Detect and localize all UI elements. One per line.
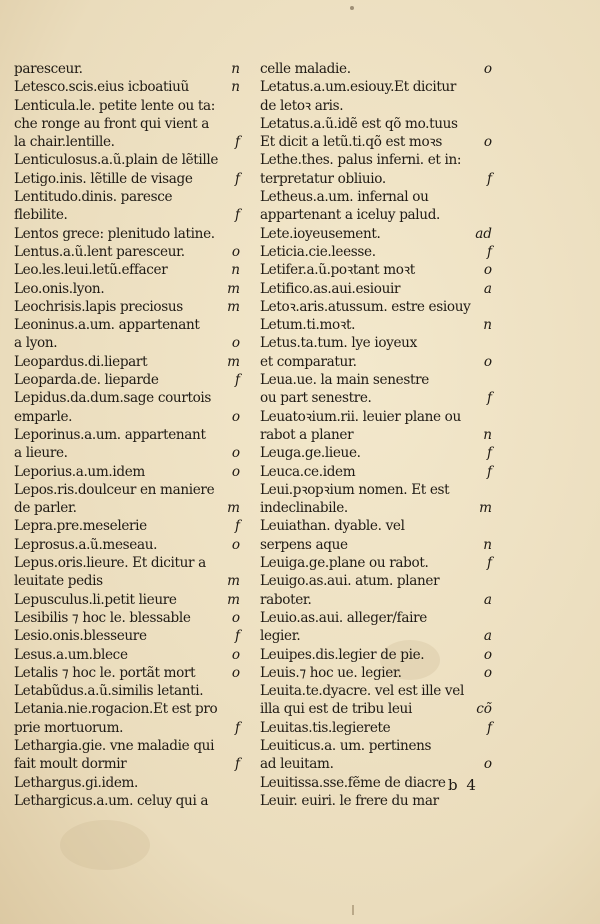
entry-text: Leopardus.di.liepart	[14, 353, 148, 370]
entry-mark: a	[483, 591, 492, 608]
entry-line	[260, 261, 492, 279]
entry-line	[14, 60, 240, 78]
entry-line	[14, 188, 240, 206]
entry-text: Leoninus.a.um. appartenant	[14, 317, 200, 334]
entry-mark: o	[483, 262, 492, 279]
entry-text: Letabũdus.a.ũ.similis letanti.	[14, 683, 204, 700]
entry-line	[14, 609, 240, 627]
entry-mark: f	[486, 390, 492, 407]
entry-mark: o	[231, 243, 240, 260]
entry-text: Leuatoꝛium.rii. leuier plane ou	[260, 408, 461, 425]
entry-mark: f	[234, 518, 240, 535]
entry-text: Lentus.a.ũ.lent paresceur.	[14, 243, 185, 260]
entry-text: terpretatur obliuio.	[260, 170, 386, 187]
entry-line	[260, 792, 492, 810]
entry-line	[14, 774, 240, 792]
entry-mark: f	[234, 372, 240, 389]
entry-text: Leuis.⁊ hoc ue. legier.	[260, 664, 402, 681]
entry-line	[260, 115, 492, 133]
entry-line	[14, 572, 240, 590]
entry-mark: o	[483, 664, 492, 681]
entry-mark: m	[227, 573, 240, 590]
entry-line	[260, 591, 492, 609]
entry-line	[14, 463, 240, 481]
entry-mark: cõ	[476, 701, 492, 718]
entry-line	[260, 481, 492, 499]
entry-text: illa qui est de tribu leui	[260, 701, 412, 718]
entry-mark: f	[486, 463, 492, 480]
entry-text: Leporinus.a.um. appartenant	[14, 426, 206, 443]
ink-dot	[350, 6, 354, 10]
entry-mark: o	[231, 664, 240, 681]
entry-line	[14, 389, 240, 407]
entry-mark: o	[231, 609, 240, 626]
signature-mark: b 4	[448, 776, 478, 794]
entry-line	[14, 334, 240, 352]
entry-text: Lepidus.da.dum.sage courtois	[14, 390, 212, 407]
entry-mark: n	[231, 79, 240, 96]
entry-text: Letalis ⁊ hoc le. portãt mort	[14, 664, 196, 681]
entry-mark: o	[483, 134, 492, 151]
entry-line	[260, 627, 492, 645]
entry-line	[14, 261, 240, 279]
entry-text: Letifico.as.aui.esiouir	[260, 280, 401, 297]
entry-line	[14, 700, 240, 718]
entry-mark: f	[486, 445, 492, 462]
entry-text: flebilite.	[14, 207, 68, 224]
entry-text: de letoꝛ aris.	[260, 97, 344, 114]
entry-text: Lepra.pre.meselerie	[14, 518, 147, 535]
entry-text: legier.	[260, 628, 301, 645]
entry-text: a lyon.	[14, 335, 58, 352]
entry-line	[260, 188, 492, 206]
entry-mark: n	[483, 536, 492, 553]
entry-line	[14, 591, 240, 609]
entry-line	[260, 334, 492, 352]
entry-text: Leo.les.leui.letũ.effacer	[14, 262, 168, 279]
entry-text: Leuitas.tis.legierete	[260, 719, 391, 736]
entry-text: Lesio.onis.blesseure	[14, 628, 147, 645]
entry-mark: n	[483, 426, 492, 443]
entry-text: Letus.ta.tum. lye ioyeux	[260, 335, 417, 352]
entry-line	[260, 60, 492, 78]
entry-line	[14, 78, 240, 96]
entry-line	[14, 206, 240, 224]
entry-text: fait moult dormir	[14, 756, 127, 773]
entry-mark: o	[231, 646, 240, 663]
entry-text: Leoparda.de. lieparde	[14, 372, 159, 389]
entry-line	[260, 298, 492, 316]
entry-line	[14, 115, 240, 133]
entry-line	[14, 481, 240, 499]
entry-text: Leochrisis.lapis preciosus	[14, 298, 183, 315]
entry-mark: o	[483, 353, 492, 370]
entry-mark: f	[486, 170, 492, 187]
entry-mark: m	[227, 591, 240, 608]
entry-text: Leuiathan. dyable. vel	[260, 518, 405, 535]
entry-text: Leprosus.a.ũ.meseau.	[14, 536, 158, 553]
entry-text: emparle.	[14, 408, 73, 425]
entry-line	[260, 755, 492, 773]
entry-text: Lete.ioyeusement.	[260, 225, 381, 242]
entry-line	[14, 682, 240, 700]
right-column	[260, 60, 492, 810]
entry-text: Leuiticus.a. um. pertinens	[260, 737, 432, 754]
entry-line	[14, 151, 240, 169]
entry-text: et comparatur.	[260, 353, 357, 370]
entry-mark: o	[231, 445, 240, 462]
entry-mark: a	[483, 628, 492, 645]
ink-tick	[352, 905, 354, 915]
entry-line	[260, 225, 492, 243]
entry-mark: o	[483, 61, 492, 77]
entry-line	[14, 755, 240, 773]
entry-text: appartenant a iceluy palud.	[260, 207, 441, 224]
entry-mark: o	[231, 536, 240, 553]
entry-line	[260, 316, 492, 334]
left-column	[14, 60, 240, 810]
entry-text: Lenticula.le. petite lente ou ta:	[14, 97, 216, 114]
entry-text: Lesus.a.um.blece	[14, 646, 128, 663]
entry-text: Letum.ti.moꝛt.	[260, 317, 356, 334]
entry-text: Leua.ue. la main senestre	[260, 372, 429, 389]
entry-line	[14, 719, 240, 737]
entry-line	[260, 78, 492, 96]
entry-mark: f	[486, 555, 492, 572]
entry-line	[14, 554, 240, 572]
entry-mark: a	[483, 280, 492, 297]
entry-line	[260, 517, 492, 535]
entry-line	[260, 554, 492, 572]
entry-line	[14, 316, 240, 334]
entry-text: Lentitudo.dinis. paresce	[14, 189, 173, 206]
entry-mark: f	[234, 756, 240, 773]
entry-line	[260, 408, 492, 426]
entry-line	[260, 737, 492, 755]
entry-mark: m	[479, 500, 492, 517]
entry-mark: o	[231, 408, 240, 425]
entry-text: Leticia.cie.leesse.	[260, 243, 376, 260]
entry-mark: ad	[475, 225, 492, 242]
entry-text: raboter.	[260, 591, 312, 608]
entry-text: Leuipes.dis.legier de pie.	[260, 646, 425, 663]
entry-text: Letifer.a.ũ.poꝛtant moꝛt	[260, 262, 415, 279]
entry-text: Leuiga.ge.plane ou rabot.	[260, 555, 429, 572]
entry-line	[14, 664, 240, 682]
entry-line	[14, 426, 240, 444]
entry-text: Letania.nie.rogacion.Et est pro	[14, 701, 218, 718]
entry-line	[260, 151, 492, 169]
entry-text: Lenticulosus.a.ũ.plain de lẽtille	[14, 152, 219, 169]
entry-text: ou part senestre.	[260, 390, 372, 407]
entry-line	[260, 536, 492, 554]
entry-text: Lepusculus.li.petit lieure	[14, 591, 177, 608]
entry-line	[260, 609, 492, 627]
entry-line	[260, 572, 492, 590]
entry-text: Leui.pꝛopꝛium nomen. Et est	[260, 481, 450, 498]
entry-text: paresceur.	[14, 61, 83, 77]
entry-text: Letigo.inis. lẽtille de visage	[14, 170, 193, 187]
entry-line	[14, 298, 240, 316]
entry-text: la chair.lentille.	[14, 134, 115, 151]
entry-mark: o	[483, 646, 492, 663]
entry-text: Leuitissa.sse.fẽme de diacre	[260, 774, 446, 791]
entry-line	[14, 170, 240, 188]
entry-text: Leuga.ge.lieue.	[260, 445, 361, 462]
entry-text: Lesibilis ⁊ hoc le. blessable	[14, 609, 191, 626]
paper-stain	[60, 820, 150, 870]
entry-line	[260, 444, 492, 462]
entry-text: Lethargus.gi.idem.	[14, 774, 139, 791]
entry-text: de parler.	[14, 500, 77, 517]
entry-text: Letesco.scis.eius icboatiuũ	[14, 79, 189, 96]
entry-line	[260, 719, 492, 737]
entry-text: Letheus.a.um. infernal ou	[260, 189, 429, 206]
entry-mark: f	[234, 134, 240, 151]
entry-text: celle maladie.	[260, 61, 351, 77]
entry-text: a lieure.	[14, 445, 68, 462]
entry-line	[260, 280, 492, 298]
entry-text: Leuio.as.aui. alleger/faire	[260, 609, 427, 626]
entry-text: Lepus.oris.lieure. Et dicitur a	[14, 555, 206, 572]
entry-line	[14, 280, 240, 298]
entry-text: Leuir. euiri. le frere du mar	[260, 792, 439, 809]
entry-line	[260, 700, 492, 718]
entry-text: Letatus.a.um.esiouy.Et dicitur	[260, 79, 456, 96]
entry-text: Leporius.a.um.idem	[14, 463, 145, 480]
entry-line	[260, 664, 492, 682]
entry-line	[14, 792, 240, 810]
entry-mark: f	[234, 628, 240, 645]
entry-mark: n	[231, 61, 240, 77]
entry-mark: o	[231, 463, 240, 480]
entry-text: prie mortuorum.	[14, 719, 124, 736]
entry-line	[14, 353, 240, 371]
entry-text: ad leuitam.	[260, 756, 334, 773]
entry-mark: n	[483, 317, 492, 334]
entry-mark: n	[231, 262, 240, 279]
entry-line	[14, 737, 240, 755]
entry-line	[260, 682, 492, 700]
entry-line	[260, 206, 492, 224]
entry-line	[260, 646, 492, 664]
entry-line	[14, 646, 240, 664]
entry-line	[260, 389, 492, 407]
entry-line	[260, 371, 492, 389]
entry-line	[260, 170, 492, 188]
entry-text: Letatus.a.ũ.idẽ est qõ mo.tuus	[260, 115, 458, 132]
entry-mark: o	[231, 335, 240, 352]
entry-mark: f	[234, 170, 240, 187]
entry-line	[260, 133, 492, 151]
entry-mark: f	[486, 719, 492, 736]
entry-text: Lepos.ris.doulceur en maniere	[14, 481, 215, 498]
entry-line	[260, 97, 492, 115]
entry-text: Leo.onis.lyon.	[14, 280, 105, 297]
entry-text: leuitate pedis	[14, 573, 103, 590]
entry-text: Lethargia.gie. vne maladie qui	[14, 737, 215, 754]
entry-mark: m	[227, 280, 240, 297]
entry-mark: m	[227, 353, 240, 370]
entry-text: serpens aque	[260, 536, 348, 553]
entry-line	[260, 426, 492, 444]
entry-line	[14, 371, 240, 389]
entry-text: indeclinabile.	[260, 500, 348, 517]
entry-text: rabot a planer	[260, 426, 354, 443]
entry-line	[14, 243, 240, 261]
entry-text: Leuita.te.dyacre. vel est ille vel	[260, 683, 464, 700]
entry-text: Leuca.ce.idem	[260, 463, 356, 480]
entry-text: Lethargicus.a.um. celuy qui a	[14, 792, 209, 809]
entry-text: Lentos grece: plenitudo latine.	[14, 225, 215, 242]
entry-mark: f	[234, 719, 240, 736]
entry-line	[14, 97, 240, 115]
entry-line	[260, 463, 492, 481]
entry-line	[14, 627, 240, 645]
entry-text: che ronge au front qui vient a	[14, 115, 210, 132]
entry-text: Leuigo.as.aui. atum. planer	[260, 573, 440, 590]
entry-line	[14, 536, 240, 554]
entry-line	[14, 225, 240, 243]
entry-line	[14, 444, 240, 462]
entry-mark: m	[227, 298, 240, 315]
entry-line	[14, 517, 240, 535]
entry-text: Lethe.thes. palus inferni. et in:	[260, 152, 462, 169]
entry-mark: f	[486, 243, 492, 260]
entry-line	[14, 499, 240, 517]
entry-line	[260, 499, 492, 517]
entry-line	[260, 243, 492, 261]
entry-text: Et dicit a letũ.ti.qõ est moꝛs	[260, 134, 442, 151]
entry-mark: f	[234, 207, 240, 224]
entry-mark: o	[483, 756, 492, 773]
entry-text: Letoꝛ.aris.atussum. estre esiouy	[260, 298, 471, 315]
entry-line	[14, 408, 240, 426]
entry-mark: m	[227, 500, 240, 517]
entry-line	[14, 133, 240, 151]
entry-line	[260, 353, 492, 371]
